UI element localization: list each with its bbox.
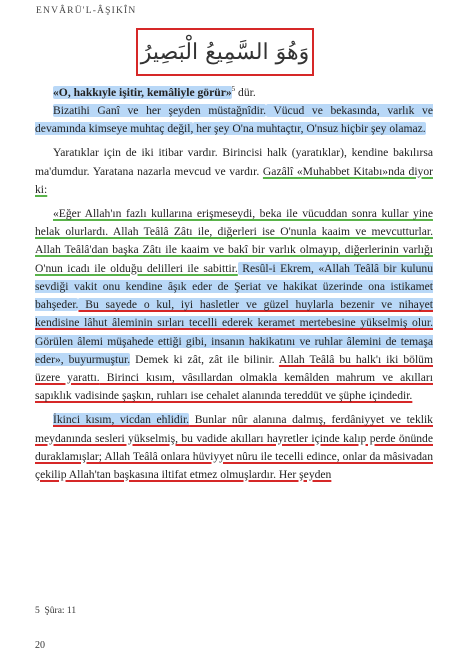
- highlight-ikinci-kisim: İkinci kısım, vicdan ehlidir.: [53, 413, 190, 427]
- page-number: 20: [35, 640, 45, 651]
- underline-birinci-kisim: Birinci kısım, vâsıllardan olmakla kemâlden mahrum ve akılları sapıklık vadisinde şaşkın, ruhları ise cehalet alanında tereddüt ve şüphe içindedir.: [35, 370, 433, 403]
- body-text: [35, 80, 433, 484]
- highlight-muhtac: her şey O'na muhtaçtır, O'nsuz hiçbir şey olamaz.: [193, 122, 426, 136]
- footnote-text: Şûra: 11: [44, 606, 77, 616]
- running-header: ENVÂRÜ'L-ÂŞIKÎN: [36, 6, 137, 16]
- highlight-vucud: Vücud ve bekasında, varlık ve devamında kimseye muhtaç değil,: [35, 104, 433, 136]
- highlight-ghani: Bizatihi Ganî ve her şeyden müstağnîdir.: [53, 104, 266, 118]
- arabic-verse-box: [136, 28, 314, 76]
- arabic-verse: وَهُوَ السَّمِيعُ الْبَصِيرُ: [140, 39, 310, 65]
- underline-iki-bolum: Allah Teâlâ bu halk'ı iki bölüm üzere yarattı.: [35, 352, 433, 384]
- highlight-haslet: Bu sayede o kul, iyi hasletler ve güzel huylarla bezenir ve nihayet kendisine lâhut âleminin sırları tecelli ederek keramet mertebesine yükselmiş olur.: [35, 298, 433, 330]
- paragraph-ikinci-kisim: [35, 411, 433, 484]
- paragraph-ghani: [35, 102, 433, 138]
- paragraph-verse-translation: [35, 80, 433, 102]
- paragraph-gazali-quote: [35, 205, 433, 405]
- footnote: [35, 606, 76, 616]
- text-zat: Demek ki zât, zât ile bilinir.: [130, 352, 279, 366]
- highlight-alem: Görülen âlemi müşahede ettiği gibi, insanın hakikatını ve ruhlar âlemini de temaşa eder», buyurmuştur.: [35, 334, 433, 366]
- paragraph-yaratiklar: [35, 144, 433, 199]
- footnote-number: 5: [35, 606, 40, 616]
- underline-gazali: Gazâlî «Muhabbet Kitabı»nda diyor ki:: [35, 164, 433, 196]
- footnote-ref: 5: [231, 85, 236, 93]
- translation-tail: dür.: [235, 85, 256, 99]
- underline-fazl: «Eğer Allah'ın fazlı kullarına erişmeseydi, beka ile vücuddan sonra kullar yine helak olurlardı. Allah Teâlâ Zâtı ile, diğerleri ise O'nunla kaaim ve mevcutturlar. Allah Teâlâ'dan başka Zâtı ile kaaim ve bakî bir varlık olmayıp, diğerlerinin varlığı O'nun icadı ile olduğu delilleri ile sabittir.: [35, 207, 433, 275]
- underline-her-seyden: Her şeyden: [275, 467, 332, 481]
- translation-quote: «O, hakkıyle işitir, kemâliyle görür»: [53, 85, 232, 99]
- highlight-resul: Resûl-i Ekrem, «Allah Teâlâ bir kulunu sevdiği vakit onu kendine âşık eder de Şeriat ve hakikat üzerinde ona istikamet bahşeder.: [35, 261, 433, 312]
- text-yaratiklar: Yaratıklar için de iki itibar vardır. Birincisi halk (yaratıklar), kendine bakılırsa ma'dumdur. Yaratana nazarla mevcud ve vardır.: [35, 146, 433, 178]
- underline-nur: Bunlar nûr alanına dalmış, ferdâniyyet ve teklik meydanında sesleri yükselmiş, bu vadide akılları hayretler içinde kalıp perde önünde duraklamışlar; Allah Teâlâ onlara hüviyyet nûru ile tecelli edince, onlar da mâsivadan çekilip Allah'tan başkasına iltifat etmez olmuşlardır.: [35, 413, 433, 481]
